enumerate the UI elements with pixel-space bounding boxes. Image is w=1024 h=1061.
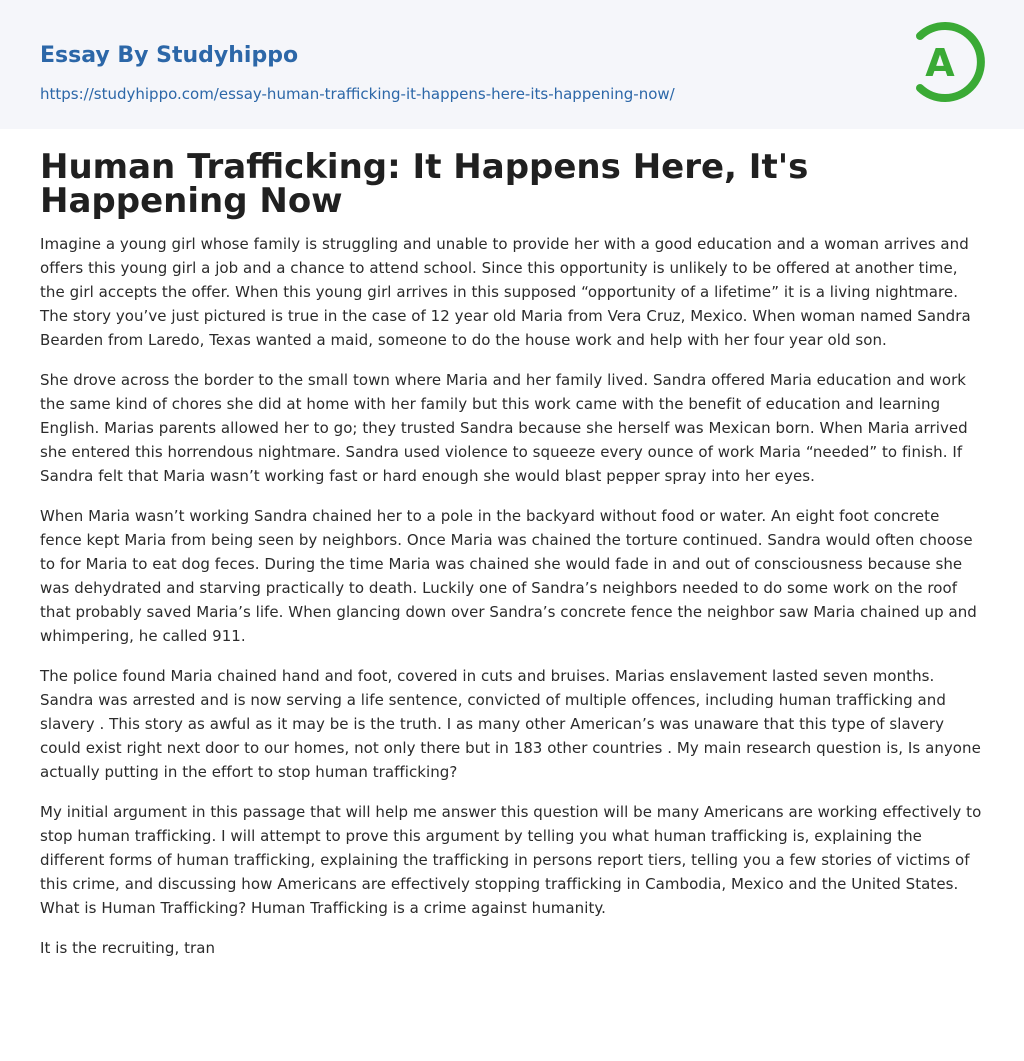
article-title: Human Trafficking: It Happens Here, It's Happening Now: [40, 147, 809, 221]
logo-letter: A: [925, 41, 955, 85]
source-url-link[interactable]: https://studyhippo.com/essay-human-trafficking-it-happens-here-its-happening-now/: [40, 85, 675, 103]
site-brand[interactable]: Essay By Studyhippo: [40, 43, 299, 68]
article: [40, 147, 984, 976]
article-paragraph-3: When Maria wasn’t working Sandra chained her to a pole in the backyard without food or water. An eight foot concrete fence kept Maria from being seen by neighbors. Once Maria was chained the torture continued. Sandra would often choose to for Maria to eat dog feces. During the time Maria was chained she would fade in and out of consciousness because she was dehydrated and starving practically to death. Luckily one of Sandra’s neighbors needed to do some work on the roof that probably saved Maria’s life. When glancing down over Sandra’s concrete fence the neighbor saw Maria chained up and whimpering, he called 911.: [40, 507, 977, 645]
logo-icon[interactable]: [910, 18, 990, 106]
article-paragraph-5: My initial argument in this passage that will help me answer this question will be many Americans are working effectively to stop human trafficking. I will attempt to prove this argument by telling you what human trafficking is, explaining the different forms of human trafficking, explaining the trafficking in persons report tiers, telling you a few stories of victims of this crime, and discussing how Americans are effectively stopping trafficking in Cambodia, Mexico and the United States. What is Human Trafficking? Human Trafficking is a crime against humanity.: [40, 803, 982, 917]
article-paragraph-1: Imagine a young girl whose family is struggling and unable to provide her with a good education and a woman arrives and offers this young girl a job and a chance to attend school. Since this opportunity is unlikely to be offered at another time, the girl accepts the offer. When this young girl arrives in this supposed “opportunity of a lifetime” it is a living nightmare. The story you’ve just pictured is true in the case of 12 year old Maria from Vera Cruz, Mexico. When woman named Sandra Bearden from Laredo, Texas wanted a maid, someone to do the house work and help with her four year old son.: [40, 235, 971, 349]
site-header: [0, 0, 1024, 129]
article-paragraph-4: The police found Maria chained hand and foot, covered in cuts and bruises. Marias enslavement lasted seven months. Sandra was arrested and is now serving a life sentence, convicted of multiple offences, including human trafficking and slavery . This story as awful as it may be is the truth. I as many other American’s was unaware that this type of slavery could exist right next door to our homes, not only there but in 183 other countries . My main research question is, Is anyone actually putting in the effort to stop human trafficking?: [40, 667, 981, 781]
article-paragraph-2: She drove across the border to the small town where Maria and her family lived. Sandra offered Maria education and work the same kind of chores she did at home with her family but this work came with the benefit of education and learning English. Marias parents allowed her to go; they trusted Sandra because she herself was Mexican born. When Maria arrived she entered this horrendous nightmare. Sandra used violence to squeeze every ounce of work Maria “needed” to finish. If Sandra felt that Maria wasn’t working fast or hard enough she would blast pepper spray into her eyes.: [40, 371, 968, 485]
article-paragraph-6: It is the recruiting, tran: [40, 939, 216, 957]
